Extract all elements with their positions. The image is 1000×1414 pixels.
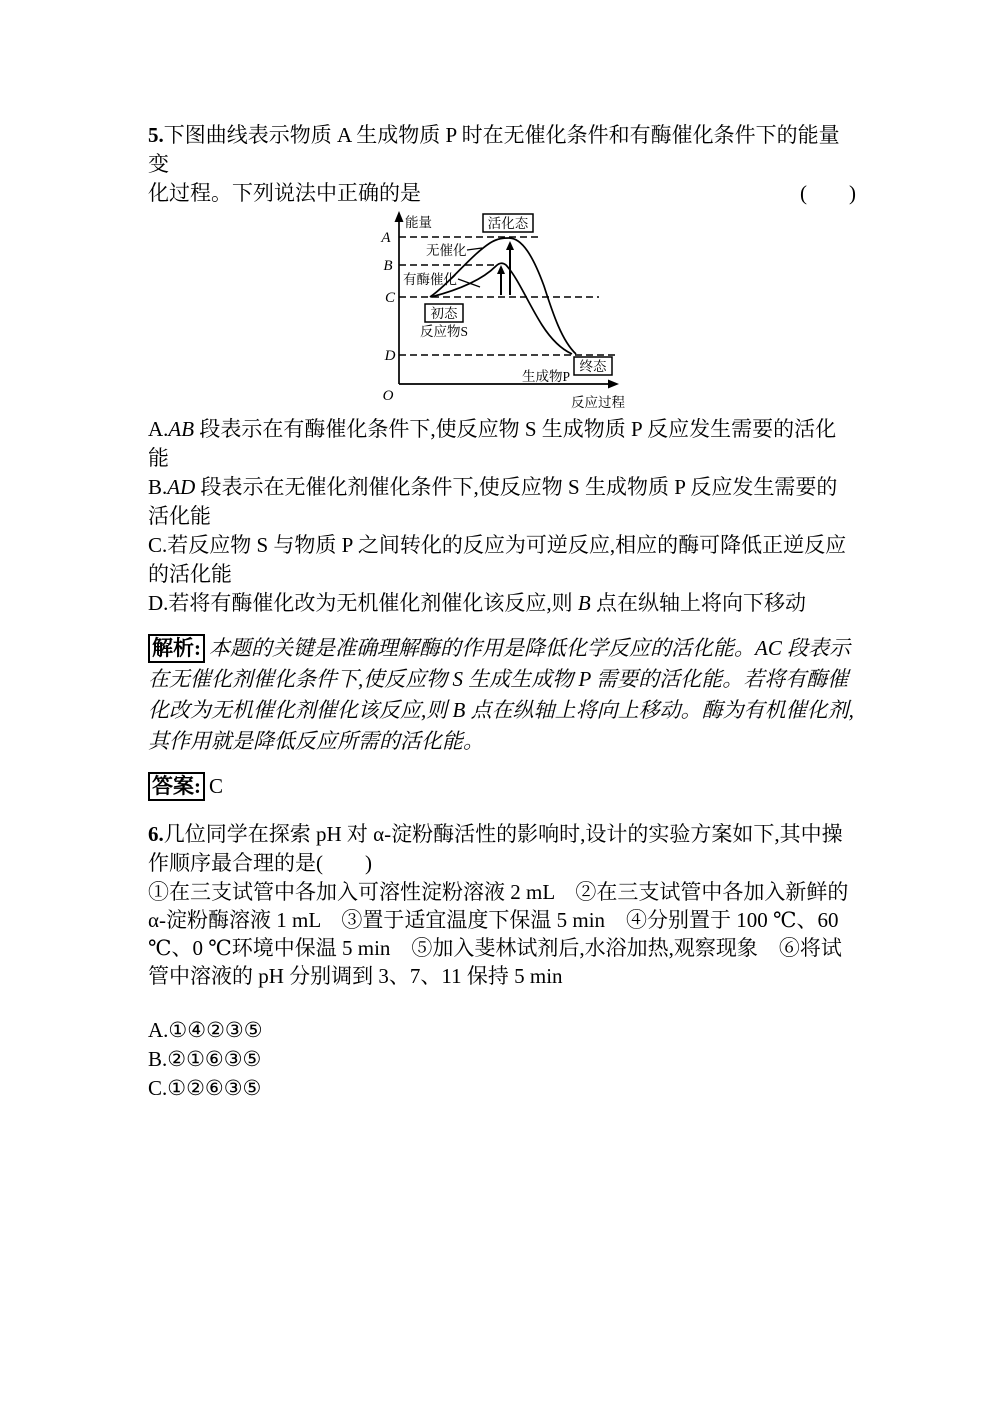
reactant-label: 反应物S bbox=[420, 324, 469, 339]
analysis-paragraph bbox=[148, 633, 856, 757]
level-a-label: A bbox=[381, 230, 391, 246]
energy-diagram-svg bbox=[370, 208, 635, 415]
q5-answer-bracket: ( ) bbox=[800, 181, 856, 205]
energy-levels bbox=[380, 230, 619, 364]
y-axis-label: 能量 bbox=[405, 215, 432, 230]
option-text: D.若将有酶催化改为无机催化剂催化该反应,则 bbox=[148, 591, 578, 615]
q5-option-c bbox=[148, 531, 856, 589]
product-label: 生成物P bbox=[522, 369, 571, 384]
analysis-text: 段表示在无催化剂催化条件下,使反应物 S 生成生成物 P 需要的活化能。若将有酶催化改为无机催化剂催化该反应,则 bbox=[148, 636, 851, 722]
enzyme-label: 有酶催化 bbox=[403, 272, 457, 287]
option-em: B bbox=[577, 591, 591, 615]
option-text: 点在纵轴上将向下移动 bbox=[590, 591, 806, 615]
question-5 bbox=[148, 121, 856, 208]
question-6 bbox=[148, 820, 856, 1103]
analysis-em: AC bbox=[755, 636, 782, 660]
q5-option-a bbox=[148, 415, 856, 473]
analysis-text: 点在纵轴上将向上移动。酶为有机催化剂,其作用就是降低反应所需的活化能。 bbox=[148, 698, 854, 753]
analysis-tag: 解析: bbox=[148, 634, 205, 663]
option-text: B. bbox=[148, 475, 168, 499]
q6-steps: ①在三支试管中各加入可溶性淀粉溶液 2 mL ②在三支试管中各加入新鲜的 α-淀粉酶溶液 1 mL ③置于适宜温度下保温 5 min ④分别置于 100 ℃、60 ℃、0 ℃环境中保温 5 min ⑤加入斐林试剂后,水浴加热,观察现象 ⑥将试管中溶液的 pH 分别调到 3、7、11 保持 5 min bbox=[148, 880, 849, 988]
analysis-em: B bbox=[452, 698, 466, 722]
answer-value: C bbox=[209, 774, 224, 798]
x-axis-arrow-icon bbox=[608, 380, 619, 389]
activation-energy-arrows bbox=[497, 241, 514, 295]
no-catalyst-activation-arrow-icon bbox=[506, 241, 514, 250]
enzyme-activation-arrow-icon bbox=[497, 265, 505, 274]
level-c-label: C bbox=[384, 290, 396, 306]
q6-stem-text: 几位同学在探索 pH 对 α-淀粉酶活性的影响时,设计的实验方案如下,其中操作顺序最合理的是( ) bbox=[148, 822, 843, 875]
activated-state-label: 活化态 bbox=[487, 216, 529, 231]
q5-options bbox=[148, 415, 856, 618]
option-em: AB bbox=[168, 417, 195, 441]
option-text: A. bbox=[148, 417, 169, 441]
q5-stem-text-1: 下图曲线表示物质 A 生成物质 P 时在无催化条件和有酶催化条件下的能量变 bbox=[148, 123, 840, 176]
q5-stem-line-1 bbox=[148, 121, 856, 179]
option-em: AD bbox=[167, 475, 196, 499]
level-b-label: B bbox=[383, 258, 393, 274]
initial-state-label: 初态 bbox=[430, 306, 458, 321]
answer-row bbox=[148, 772, 856, 801]
no-catalyst-label: 无催化 bbox=[426, 243, 467, 258]
q6-option-c: C.①②⑥③⑤ bbox=[148, 1076, 262, 1100]
q6-number: 6. bbox=[148, 822, 164, 846]
y-axis-arrow-icon bbox=[395, 211, 404, 222]
q5-option-d bbox=[148, 589, 856, 618]
option-text: 段表示在有酶催化条件下,使反应物 S 生成物质 P 反应发生需要的活化能 bbox=[148, 417, 837, 470]
diagram-axes bbox=[383, 211, 626, 410]
q5-number: 5. bbox=[148, 123, 164, 147]
level-d-label: D bbox=[384, 348, 396, 364]
option-text: C.若反应物 S 与物质 P 之间转化的反应为可逆反应,相应的酶可降低正逆反应的活化能 bbox=[148, 533, 847, 586]
q6-option-a: A.①④②③⑤ bbox=[148, 1018, 263, 1042]
x-axis-label: 反应过程 bbox=[571, 395, 625, 410]
final-state-label: 终态 bbox=[579, 359, 607, 374]
answer-tag: 答案: bbox=[148, 772, 205, 801]
energy-diagram bbox=[370, 208, 635, 415]
origin-label: O bbox=[382, 388, 394, 404]
analysis-text: 本题的关键是准确理解酶的作用是降低化学反应的活化能。 bbox=[209, 636, 755, 660]
q6-stem bbox=[148, 820, 856, 878]
worksheet-page bbox=[148, 121, 856, 1103]
q5-option-b bbox=[148, 473, 856, 531]
q5-stem-line-2 bbox=[148, 179, 856, 208]
q6-options bbox=[148, 1016, 856, 1103]
q6-option-b: B.②①⑥③⑤ bbox=[148, 1047, 262, 1071]
option-text: 段表示在无催化剂催化条件下,使反应物 S 生成物质 P 反应发生需要的活化能 bbox=[148, 475, 838, 528]
q5-stem-text-2: 化过程。下列说法中正确的是 bbox=[148, 181, 421, 205]
